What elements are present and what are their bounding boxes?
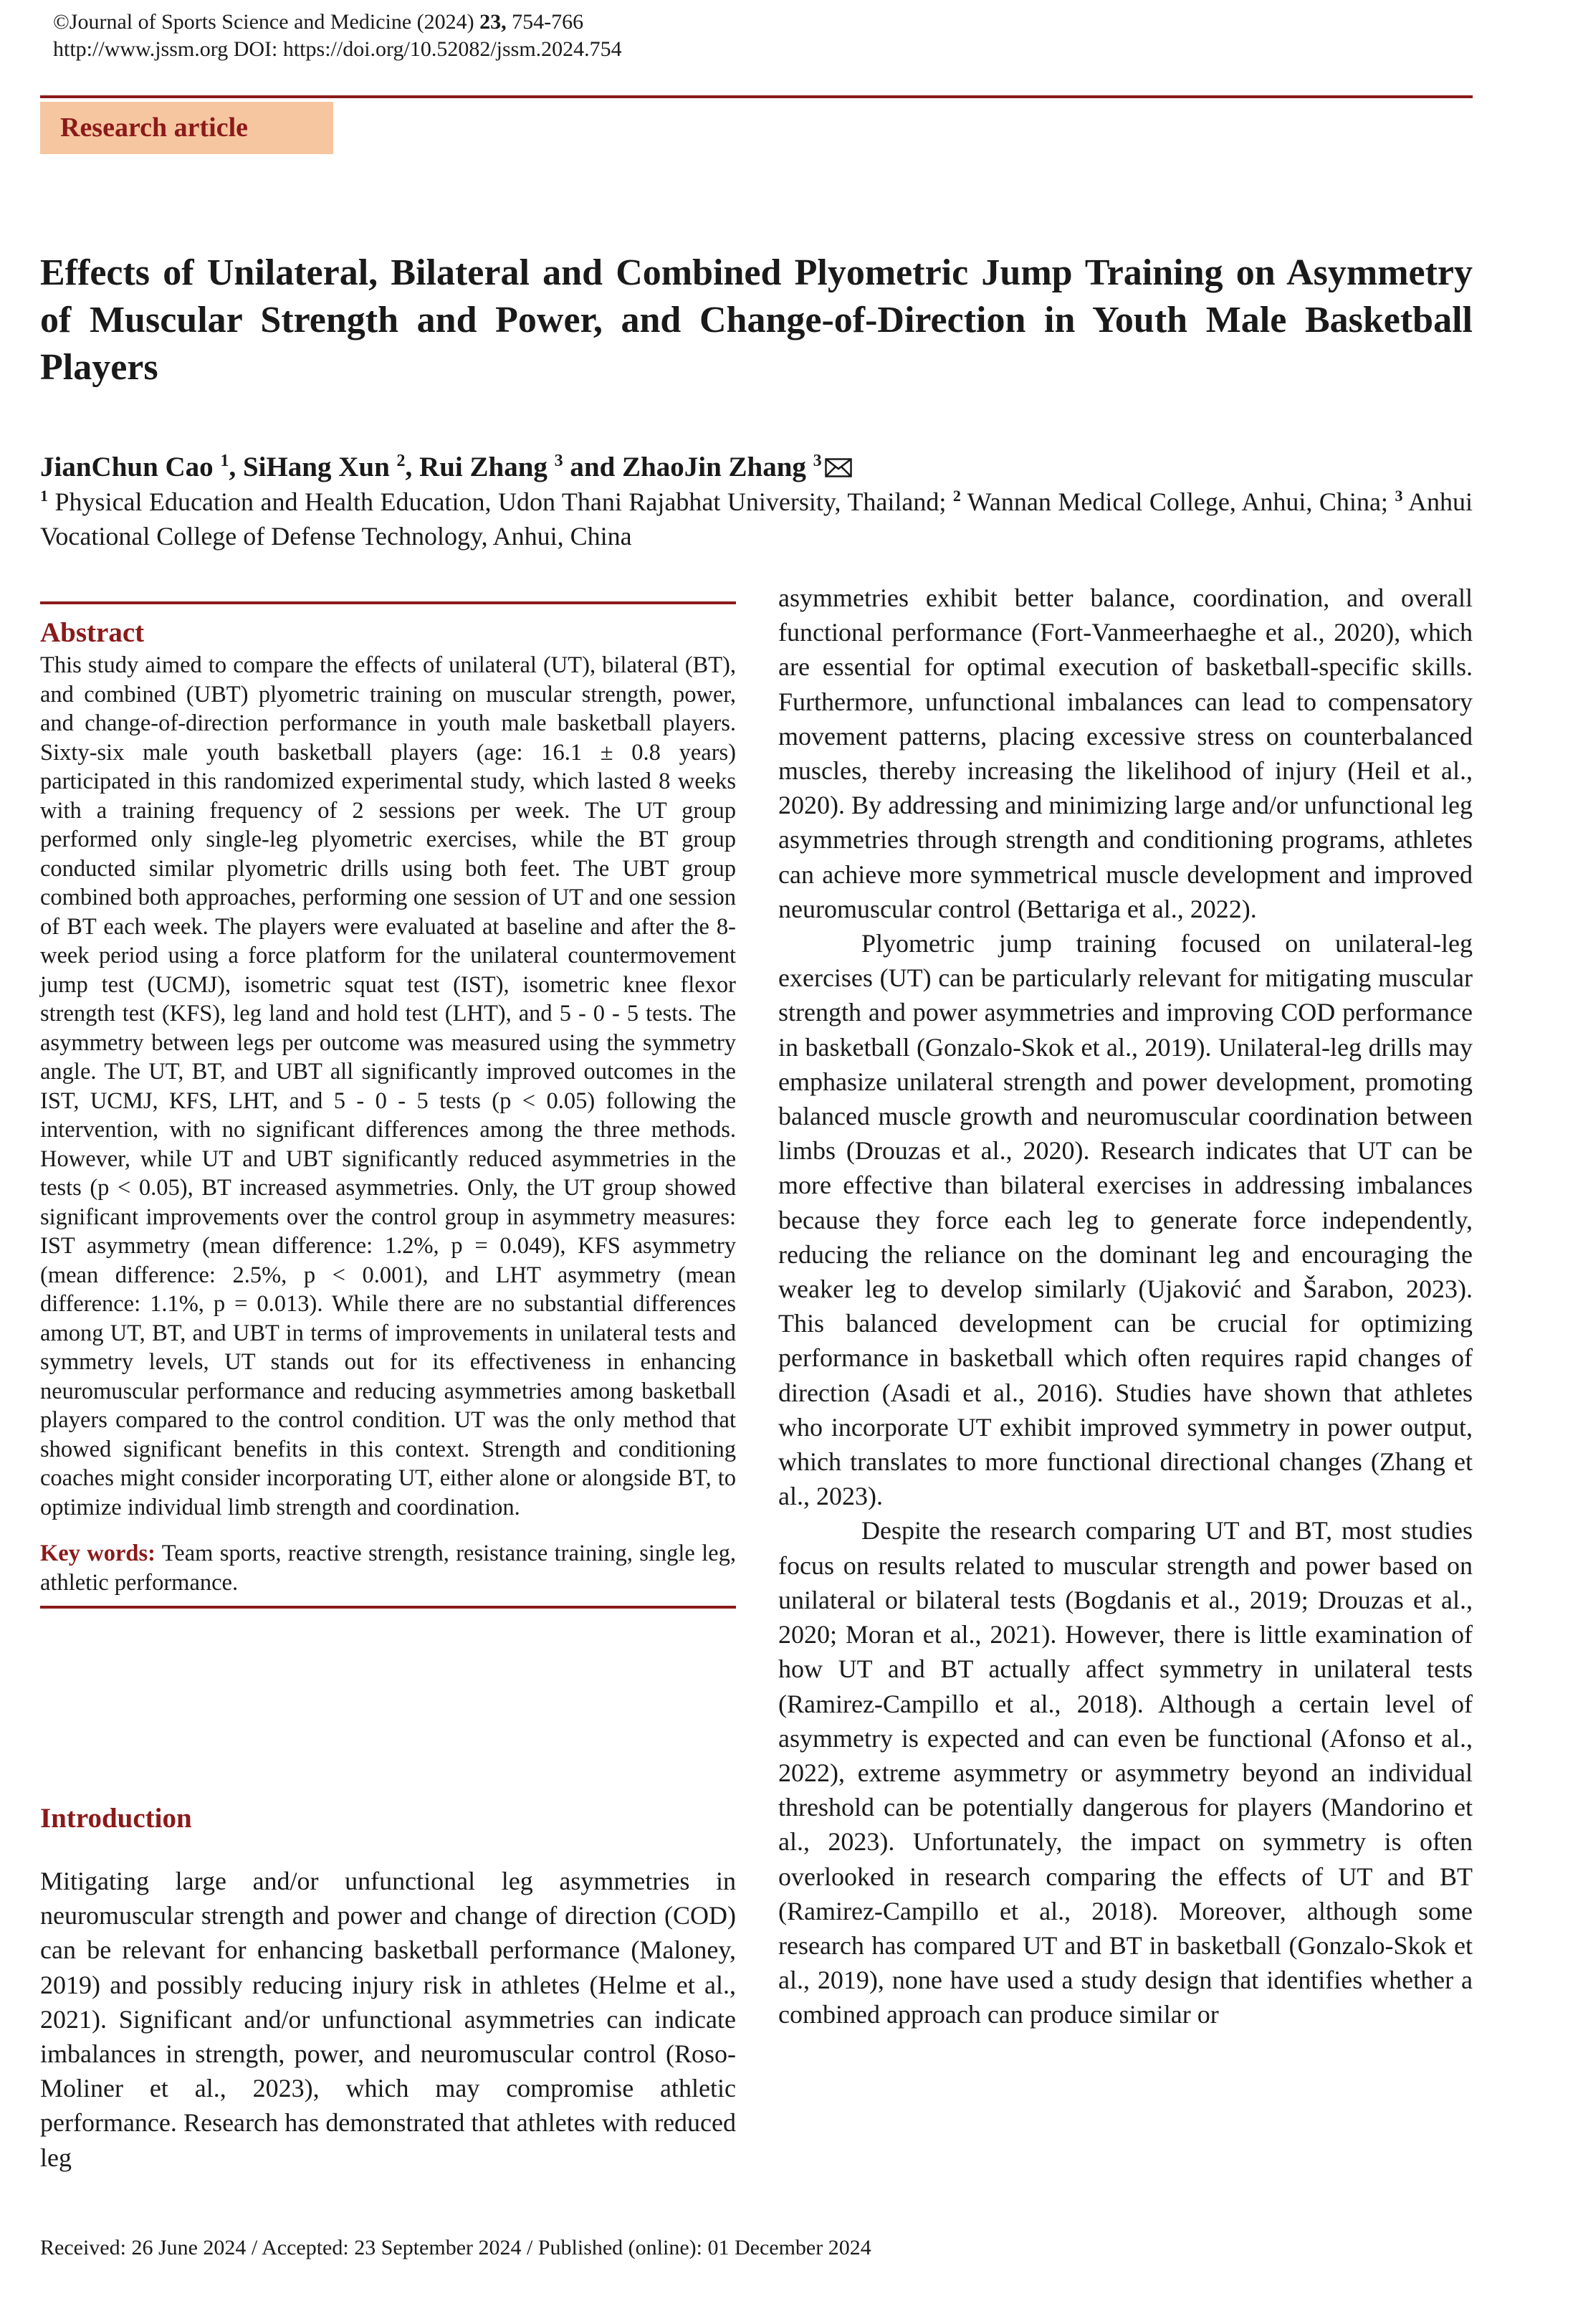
- keywords-text: Team sports, reactive strength, resistance training, single leg, athletic performance.: [40, 1540, 736, 1596]
- keywords: [40, 1539, 736, 1597]
- author-name: Rui Zhang: [419, 452, 555, 482]
- article-title: Effects of Unilateral, Bilateral and Combined Plyometric Jump Training on Asymmetry of Muscular Strength and Power, and Change-of-Direction in Youth Male Basketball Players: [40, 252, 1473, 388]
- author-separator: ,: [229, 452, 243, 482]
- affiliation-text: Wannan Medical College, Anhui, China;: [960, 487, 1395, 516]
- envelope-icon[interactable]: [825, 458, 852, 477]
- header-divider: [40, 95, 1473, 98]
- author-affiliation-mark: 1: [220, 452, 229, 470]
- introduction-section: [40, 1801, 736, 2175]
- abstract-heading: Abstract: [40, 617, 145, 648]
- article-type-badge: Research article: [40, 102, 333, 154]
- journal-citation: [53, 10, 583, 34]
- author-name: ZhaoJin Zhang: [622, 452, 813, 482]
- author-affiliation-mark: 3: [554, 452, 563, 470]
- author-name: SiHang Xun: [242, 452, 397, 482]
- author-separator: and: [563, 452, 623, 482]
- keywords-label: Key words:: [40, 1540, 156, 1566]
- author-affiliation-mark: 3: [813, 452, 822, 470]
- introduction-heading: Introduction: [40, 1803, 192, 1834]
- introduction-paragraph: Plyometric jump training focused on unilateral-leg exercises (UT) can be particularly relevant for mitigating muscular strength and power asymmetries and improving COD performance in basketball (Gonzalo-Skok et al., 2019). Unilateral-leg drills may emphasize unilateral strength and power development, promoting balanced muscle growth and neuromuscular coordination between limbs (Drouzas et al., 2020). Research indicates that UT can be more effective than bilateral exercises in addressing imbalances because they force each leg to generate force independently, reducing the reliance on the dominant leg and encouraging the weaker leg to develop similarly (Ujaković and Šarabon, 2023). This balanced development can be crucial for optimizing performance in basketball which often requires rapid changes of direction (Asadi et al., 2016). Studies have shown that athletes who incorporate UT exhibit improved symmetry in power output, which translates to more functional directional changes (Zhang et al., 2023).: [778, 929, 1473, 1511]
- journal-citation-prefix: ©Journal of Sports Science and Medicine (2024): [53, 10, 480, 34]
- abstract-body: This study aimed to compare the effects of unilateral (UT), bilateral (BT), and combined (UBT) plyometric training on muscular strength, power, and change-of-direction performance in youth male basketball players. Sixty-six male youth basketball players (age: 16.1 ± 0.8 years) participated in this randomized experimental study, which lasted 8 weeks with a training frequency of 2 sessions per week. The UT group performed only single-leg plyometric exercises, while the BT group conducted similar plyometric drills using both feet. The UBT group combined both approaches, performing one session of UT and one session of BT each week. The players were evaluated at baseline and after the 8-week period using a force platform for the unilateral countermovement jump test (UCMJ), isometric squat test (IST), isometric knee flexor strength test (KFS), leg land and hold test (LHT), and 5 - 0 - 5 tests. The asymmetry between legs per outcome was measured using the symmetry angle. The UT, BT, and UBT all significantly improved outcomes in the IST, UCMJ, KFS, LHT, and 5 - 0 - 5 tests (p < 0.05) following the intervention, with no significant differences among the three methods. However, while UT and UBT significantly reduced asymmetries in the tests (p < 0.05), BT increased asymmetries. Only, the UT group showed significant improvements over the control group in asymmetry measures: IST asymmetry (mean difference: 1.2%, p = 0.049), KFS asymmetry (mean difference: 2.5%, p < 0.001), and LHT asymmetry (mean difference: 1.1%, p = 0.013). While there are no substantial differences among UT, BT, and UBT in terms of improvements in unilateral tests and symmetry levels, UT stands out for its effectiveness in enhancing neuromuscular performance and reducing asymmetries among basketball players compared to the control condition. UT was the only method that showed significant benefits in this context. Strength and conditioning coaches might consider incorporating UT, either alone or alongside BT, to optimize individual limb strength and coordination.: [40, 652, 736, 1520]
- abstract-section: [40, 601, 736, 1609]
- right-column: [778, 581, 1473, 2032]
- affiliation-mark: 2: [952, 487, 961, 505]
- affiliation-mark: 1: [40, 487, 48, 505]
- affiliation-text: Physical Education and Health Education, Udon Thani Rajabhat University, Thailand;: [48, 487, 953, 516]
- introduction-paragraph: Mitigating large and/or unfunctional leg asymmetries in neuromuscular strength and power and change of direction (COD) can be relevant for enhancing basketball performance (Maloney, 2019) and possibly reducing injury risk in athletes (Helme et al., 2021). Significant and/or unfunctional asymmetries can indicate imbalances in strength, power, and neuromuscular control (Roso-Moliner et al., 2023), which may compromise athletic performance. Research has demonstrated that athletes with reduced leg: [40, 1867, 736, 2172]
- author-name: JianChun Cao: [40, 452, 221, 482]
- abstract-bottom-rule: [40, 1606, 736, 1609]
- journal-volume: 23,: [479, 10, 507, 34]
- affiliation-mark: 3: [1395, 487, 1403, 505]
- journal-pages: 754-766: [506, 10, 584, 34]
- author-affiliation-mark: 2: [396, 452, 406, 470]
- introduction-paragraph-continued: asymmetries exhibit better balance, coordination, and overall functional performance (Fort-Vanmeerhaeghe et al., 2020), which are essential for optimal execution of basketball-specific skills. Furthermore, unfunctional imbalances can lead to compensatory movement patterns, placing excessive stress on counterbalanced muscles, thereby increasing the likelihood of injury (Heil et al., 2020). By addressing and minimizing large and/or unfunctional leg asymmetries through strength and conditioning programs, athletes can achieve more symmetrical muscle development and improved neuromuscular control (Bettariga et al., 2022).: [778, 584, 1473, 923]
- abstract-top-rule: [40, 601, 736, 604]
- author-separator: ,: [405, 452, 420, 482]
- affiliation-text: Anhui Vocational College of Defense Technology, Anhui, China: [40, 487, 1473, 551]
- introduction-paragraph: Despite the research comparing UT and BT, most studies focus on results related to muscular strength and power based on unilateral or bilateral tests (Bogdanis et al., 2019; Drouzas et al., 2020; Moran et al., 2021). However, there is little examination of how UT and BT actually affect symmetry in unilateral tests (Ramirez-Campillo et al., 2018). Although a certain level of asymmetry is expected and can even be functional (Afonso et al., 2022), extreme asymmetry or asymmetry beyond an individual threshold can be potentially dangerous for players (Mandorino et al., 2023). Unfortunately, the impact on symmetry is often overlooked in research comparing the effects of UT and BT (Ramirez-Campillo et al., 2018). Moreover, although some research has compared UT and BT in basketball (Gonzalo-Skok et al., 2019), none have used a study design that identifies whether a combined approach can produce similar or: [778, 1516, 1473, 2029]
- publication-dates: Received: 26 June 2024 / Accepted: 23 September 2024 / Published (online): 01 December 2024: [40, 2236, 871, 2259]
- affiliations: [40, 479, 1473, 553]
- journal-doi-line: http://www.jssm.org DOI: https://doi.org/10.52082/jssm.2024.754: [53, 37, 622, 61]
